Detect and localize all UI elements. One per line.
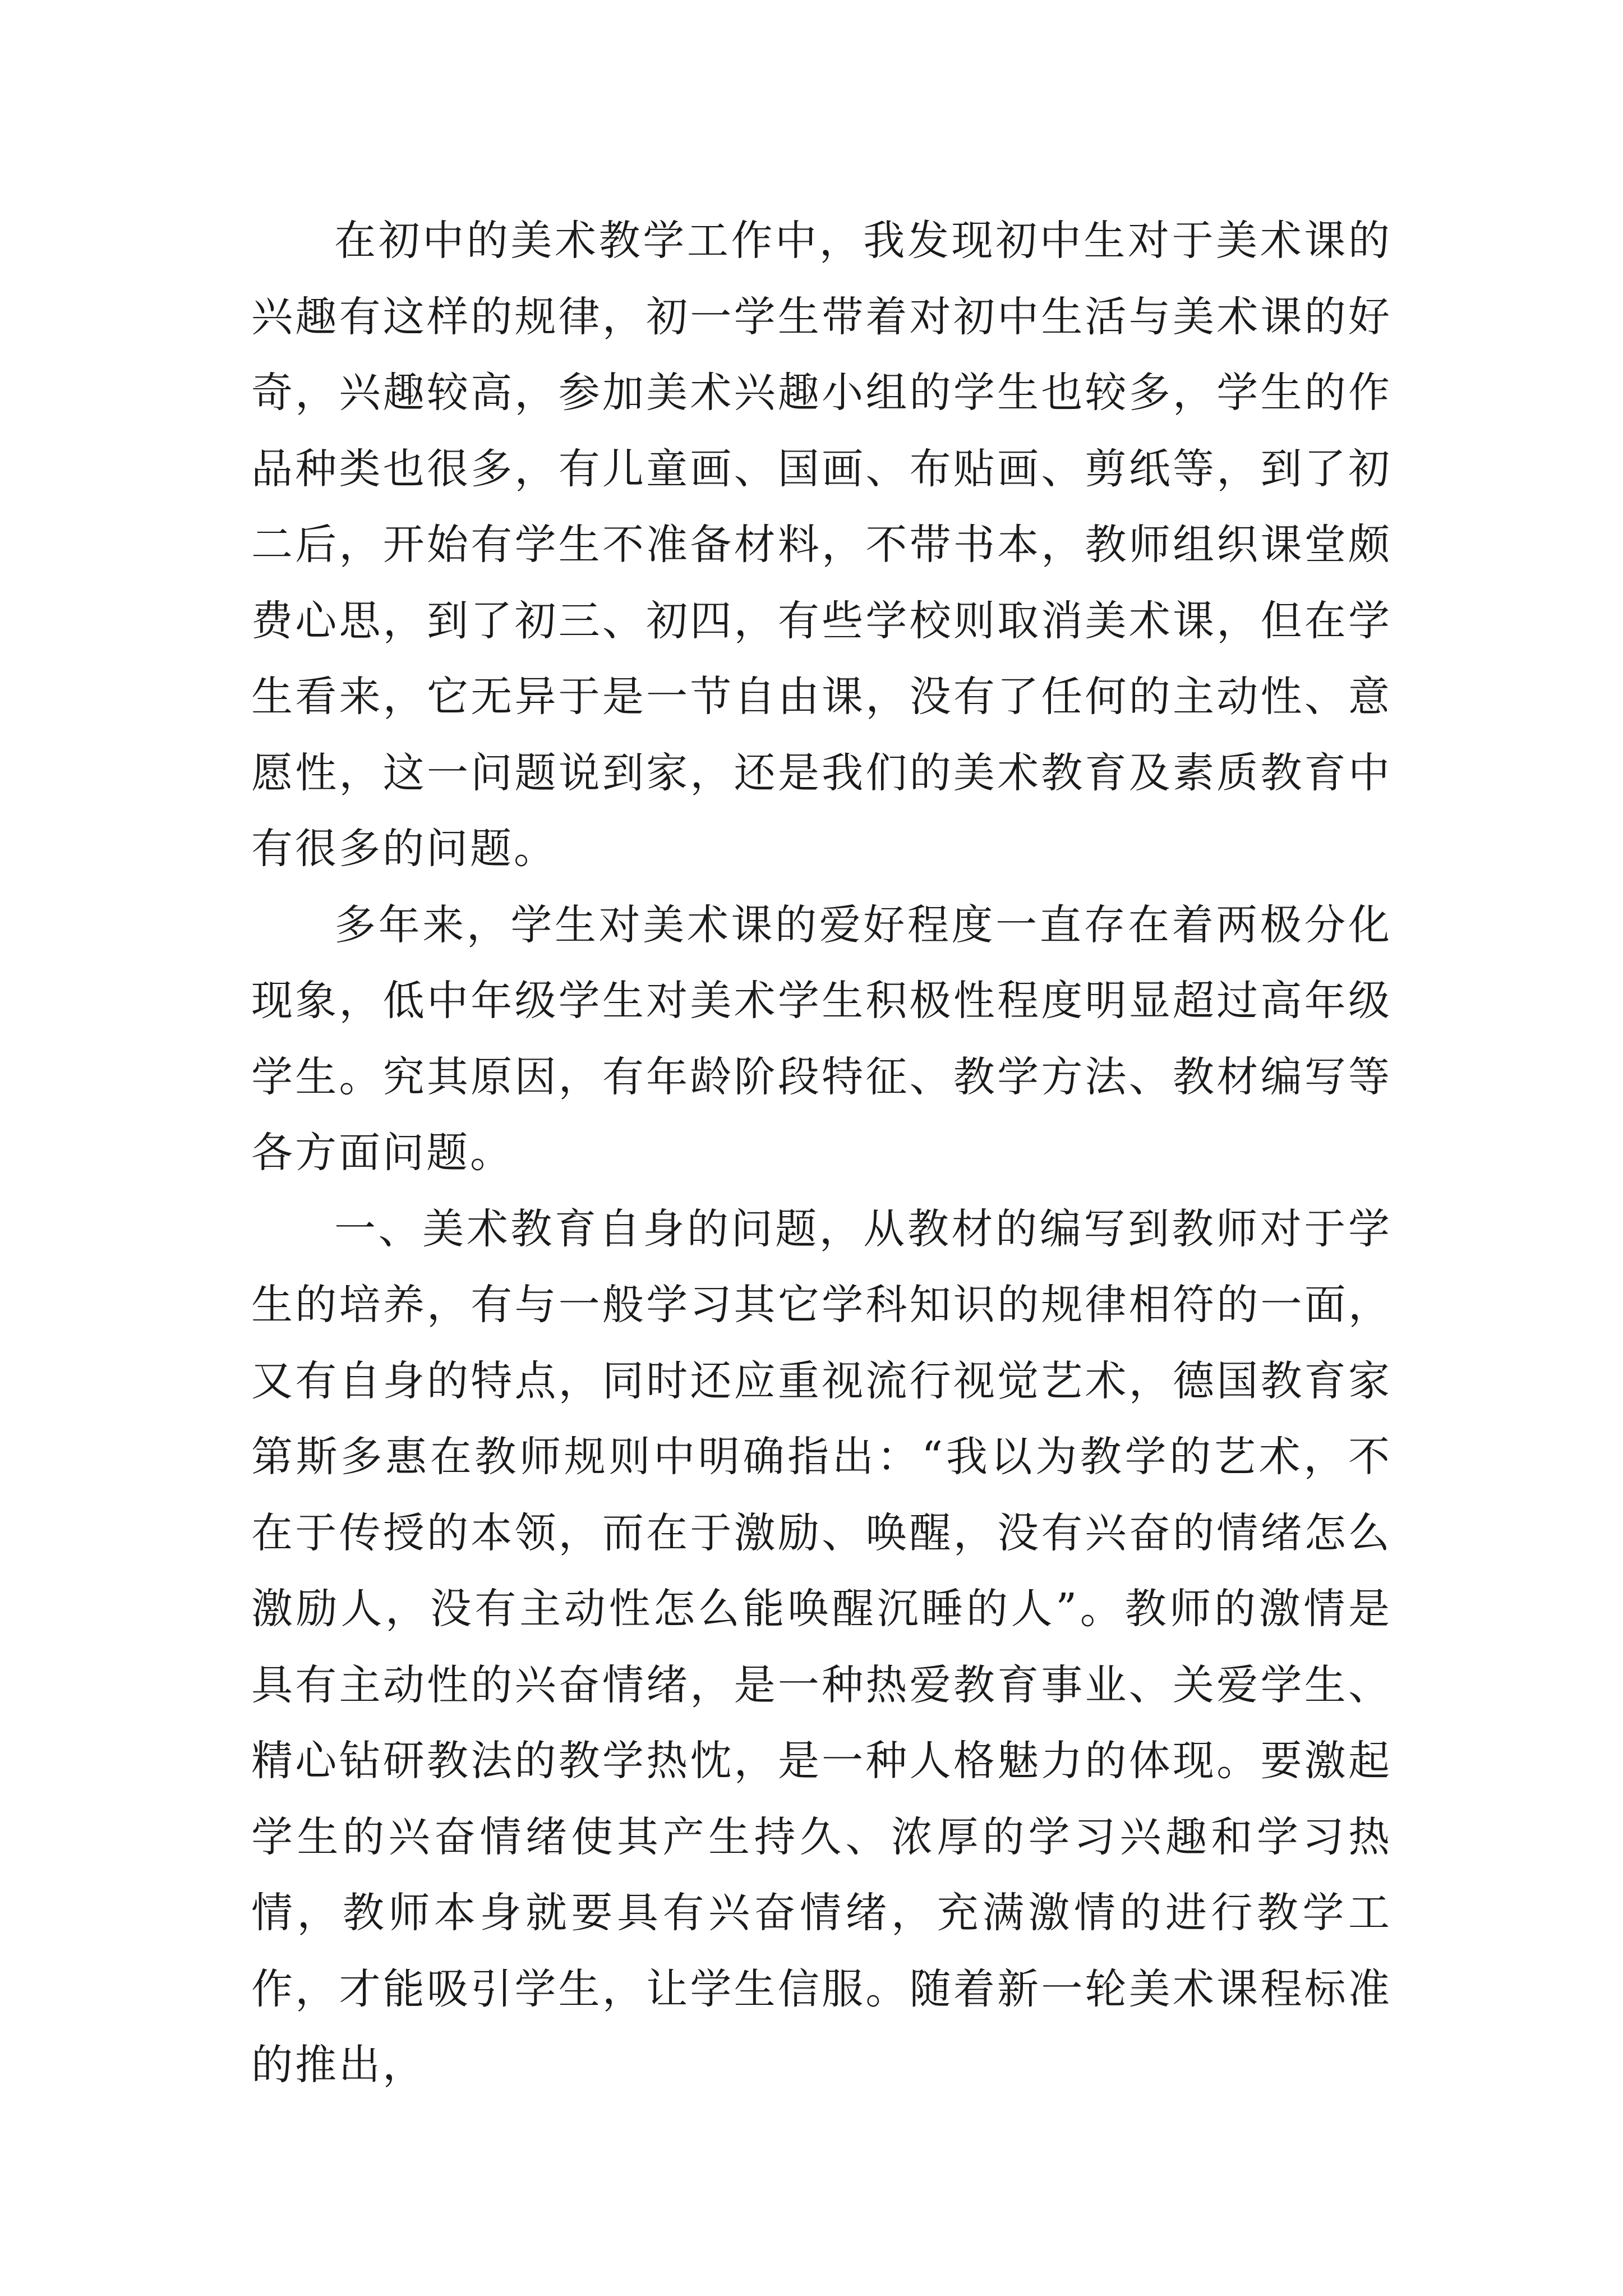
body-text — [251, 203, 1392, 2104]
paragraph-2: 多年来，学生对美术课的爱好程度一直存在着两极分化现象，低中年级学生对美术学生积极性程度明显超过高年级学生。究其原因，有年龄阶段特征、教学方法、教材编写等各方面问题。 — [251, 900, 1392, 1177]
paragraph-3: 一、美术教育自身的问题，从教材的编写到教师对于学生的培养，有与一般学习其它学科知识的规律相符的一面，又有自身的特点，同时还应重视流行视觉艺术，德国教育家第斯多惠在教师规则中明确指出：“我以为教学的艺术，不在于传授的本领，而在于激励、唤醒，没有兴奋的情绪怎么激励人，没有主动性怎么能唤醒沉睡的人”。教师的激情是具有主动性的兴奋情绪，是一种热爱教育事业、关爱学生、精心钻研教法的教学热忱，是一种人格魅力的体现。要激起学生的兴奋情绪使其产生持久、浓厚的学习兴趣和学习热情，教师本身就要具有兴奋情绪，充满激情的进行教学工作，才能吸引学生，让学生信服。随着新一轮美术课程标准的推出， — [251, 1204, 1392, 2089]
paragraph-1: 在初中的美术教学工作中，我发现初中生对于美术课的兴趣有这样的规律，初一学生带着对初中生活与美术课的好奇，兴趣较高，参加美术兴趣小组的学生也较多，学生的作品种类也很多，有儿童画、国画、布贴画、剪纸等，到了初二后，开始有学生不准备材料，不带书本，教师组织课堂颇费心思，到了初三、初四，有些学校则取消美术课，但在学生看来，它无异于是一节自由课，没有了任何的主动性、意愿性，这一问题说到家，还是我们的美术教育及素质教育中有很多的问题。 — [251, 217, 1392, 873]
